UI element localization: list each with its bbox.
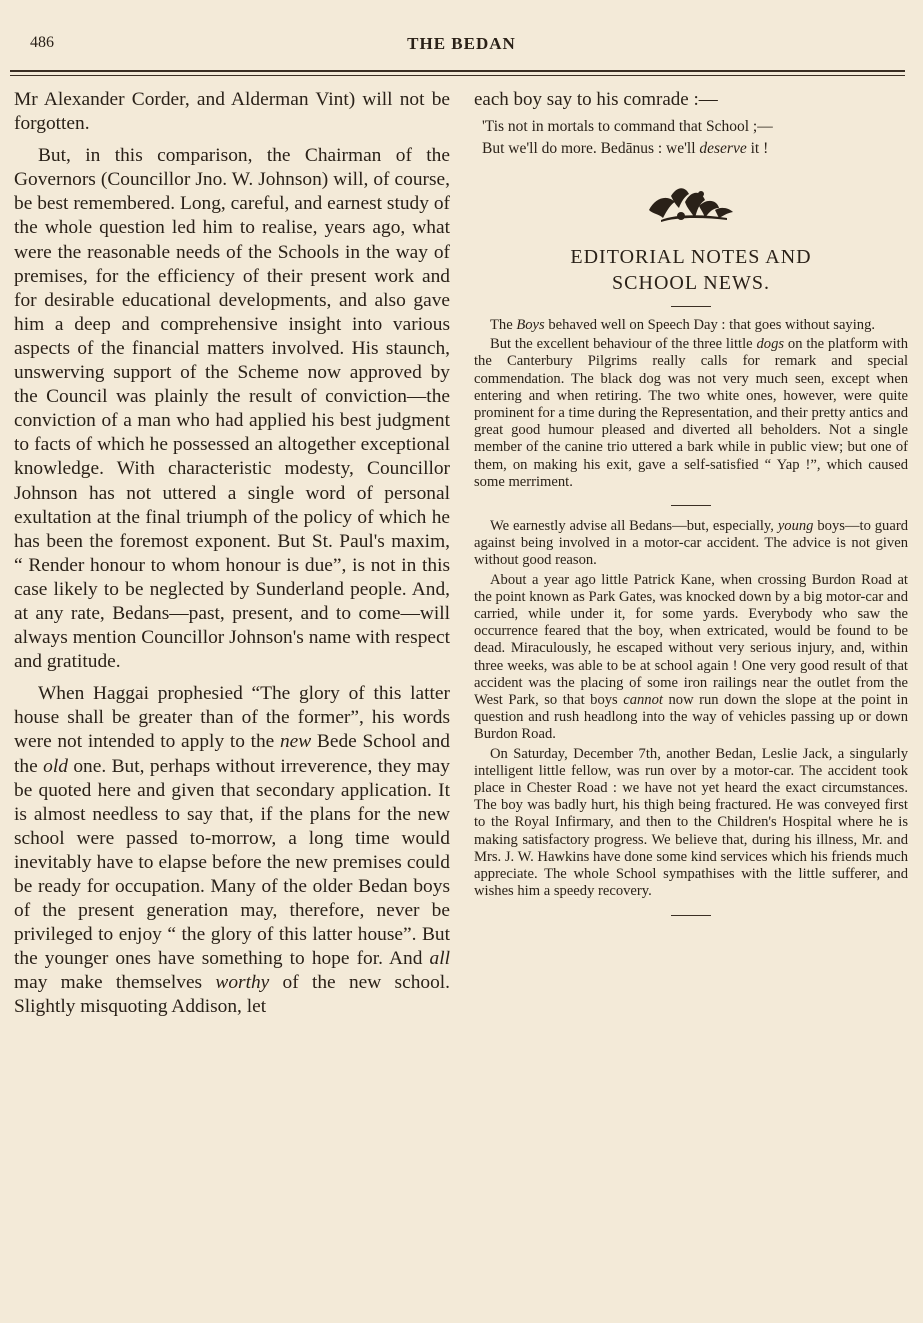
text-run: But the excellent behaviour of the three little xyxy=(490,336,757,353)
text-run: When Haggai prophesied “The glory of this latter house shall be greater than of the former”, his words were not intended to apply to the xyxy=(14,683,450,753)
section-title-line-2: SCHOOL NEWS. xyxy=(612,272,770,294)
lead-line: each boy say to his comrade :— xyxy=(474,89,718,110)
header-rule-thin xyxy=(10,75,905,76)
verse-quote xyxy=(482,116,908,160)
text-run: boys—to guard against being involved in a motor-car accident. The advice is not given without good reason. xyxy=(474,518,908,569)
section-title xyxy=(474,244,908,296)
text-run: now run down the slope at the point in question and rush headlong into the way of vehicles passing up or down Burdon Road. xyxy=(474,692,908,743)
floral-ornament-icon xyxy=(641,180,741,230)
left-column xyxy=(14,88,450,1020)
note-motor-advice xyxy=(474,518,908,570)
emphasis-new: new xyxy=(279,731,312,753)
section-divider xyxy=(671,306,711,307)
emphasis-dogs: dogs xyxy=(756,336,785,353)
text-run: one. But, perhaps without irreverence, they may be quoted here and given that secondary application. It is almost needless to say that, if the plans for the new school were passed to-morrow, a long time would inevitably have to elapse before the new premises could be ready for occupation. Many of the older Bedan boys of the present generation may, therefore, never be privileged to enjoy “ the glory of this latter house”. But the younger ones have something to hope for. And xyxy=(14,755,450,970)
text-run: behaved well on Speech Day : that goes without saying. xyxy=(544,317,876,333)
text-run: may make themselves xyxy=(14,972,216,994)
text-run: it ! xyxy=(746,140,769,157)
header-rule xyxy=(10,70,905,72)
emphasis-young: young xyxy=(777,518,814,535)
text-run: Bede School and the xyxy=(14,731,451,777)
page-number: 486 xyxy=(30,34,54,51)
emphasis-old: old xyxy=(43,755,68,777)
note-divider xyxy=(671,505,711,506)
text-run: We earnestly advise all Bedans—but, especially, xyxy=(490,518,778,535)
text-run: But we'll do more. Bedānus : we'll xyxy=(482,140,700,157)
paragraph-intro: Mr Alexander Corder, and Alderman Vint) will not be forgotten. xyxy=(14,89,450,135)
note-speech-day xyxy=(474,317,908,334)
text-run: The xyxy=(490,317,517,333)
emphasis-boys: Boys xyxy=(516,317,545,333)
note-leslie-jack: On Saturday, December 7th, another Bedan, Leslie Jack, a singularly intelligent little fellow, was run over by a motor-car. The accident took place in Chester Road : we have not yet heard the exact circumstances. The boy was badly hurt, his thigh being fractured. He was conveyed first to the Royal Infirmary, and then to the Children's Hospital where he is making satisfactory progress. We believe that, during his illness, Mr. and Mrs. J. W. Hawkins have done some kind services which his friends much appreciate. The whole School sympathises with the little sufferer, and wishes him a speedy recovery. xyxy=(474,745,908,900)
end-divider xyxy=(671,915,711,916)
note-patrick-kane xyxy=(474,572,908,744)
running-title: THE BEDAN xyxy=(407,34,516,53)
section-title-line-1: EDITORIAL NOTES AND xyxy=(570,246,812,268)
emphasis-cannot: cannot xyxy=(623,692,663,709)
paragraph-chairman: But, in this comparison, the Chairman of the Governors (Councillor Jno. W. Johnson) will, of course, be best remembered. Long, careful, and earnest study of the whole question led him to realise, years ago, what were the reasonable needs of the Schools in the way of premises, for the efficiency of their present work and for desirable educational developments, and also gave him a deep and comprehensive insight into various aspects of the financial matters involved. His staunch, unswerving support of the Scheme now approved by the Council was plainly the result of conviction—the conviction of a man who had applied his best judgment to facts of which he possessed an altogether exceptional knowledge. With characteristic modesty, Councillor Johnson has not uttered a single word of personal exultation at the final triumph of the policy of which he has been the foremost exponent. But St. Paul's maxim, “ Render honour to whom honour is due”, is not in this case likely to be neglected by Sunderland people. And, at any rate, Bedans—past, present, and to come—will always mention Councillor Johnson's name with respect and gratitude. xyxy=(14,145,450,673)
text-run: on the platform with the Canterbury Pilgrims really calls for remark and special commendation. The black dog was not very much seen, except when entering and when retiring. The two white ones, however, were quite prominent for a time during the Representation, and their pretty antics and great good humour pleased and diverted all beholders. Not a single member of the canine trio uttered a bark while in public view; but one of them, on making his exit, gave a self-satisfied “ Yap !”, which caused some merriment. xyxy=(474,336,908,490)
right-column xyxy=(474,88,908,916)
emphasis-worthy: worthy xyxy=(215,972,270,994)
emphasis-deserve: deserve xyxy=(699,140,747,157)
verse-line-1: 'Tis not in mortals to command that School ;— xyxy=(482,118,773,135)
text-run: About a year ago little Patrick Kane, when crossing Burdon Road at the point known as Park Gates, was knocked down by a big motor-car and carried, while under it, for some yards. Everybody who saw the occurrence feared that the boy, when extricated, would be found to be dead. Miraculously, he escaped without very serious injury, and, within three weeks, was able to be at school again ! One very good result of that accident was the placing of some iron railings near the outlet from the West Park, so that boys xyxy=(474,571,908,709)
text-run: of the new school. Slightly misquoting Addison, let xyxy=(14,972,451,1018)
verse-line-2 xyxy=(482,138,908,160)
paragraph-haggai xyxy=(14,682,450,1019)
emphasis-all: all xyxy=(429,948,450,970)
page-header xyxy=(0,34,923,58)
note-dogs xyxy=(474,336,908,491)
